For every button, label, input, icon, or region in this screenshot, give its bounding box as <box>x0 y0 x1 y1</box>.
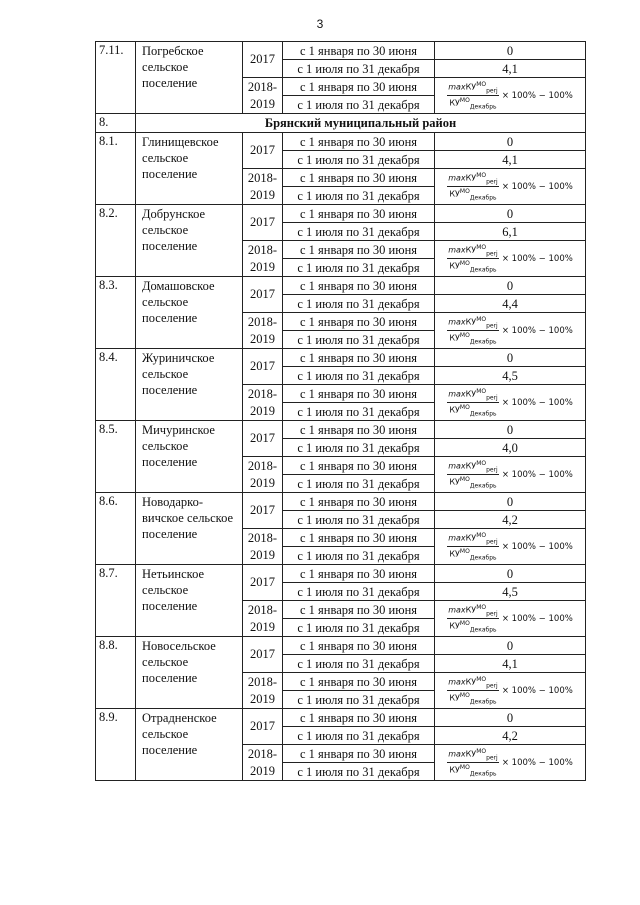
year-2018-2019: 2018-2019 <box>243 313 283 349</box>
table-row <box>96 133 586 151</box>
year-2017: 2017 <box>243 421 283 457</box>
period-second-half: с 1 июля по 31 декабря <box>283 475 435 493</box>
row-number: 8.3. <box>96 277 136 349</box>
period-second-half: с 1 июля по 31 декабря <box>283 439 435 457</box>
formula-fraction: $\frac{\max КУ^{МО}_{perj}}{КУ^{МО}_{Декабрь}}$ <box>448 243 498 274</box>
table-row <box>96 277 586 295</box>
index-second-half: 4,5 <box>435 367 586 385</box>
settlement-name: Нетьинское сельское поселение <box>136 565 243 637</box>
index-second-half: 4,4 <box>435 295 586 313</box>
period-second-half: с 1 июля по 31 декабря <box>283 96 435 114</box>
period-second-half: с 1 июля по 31 декабря <box>283 403 435 421</box>
row-number: 7.11. <box>96 42 136 114</box>
index-second-half: 6,1 <box>435 223 586 241</box>
year-2018-2019: 2018-2019 <box>243 385 283 421</box>
index-second-half: 4,5 <box>435 583 586 601</box>
table-row <box>96 42 586 60</box>
period-first-half: с 1 января по 30 июня <box>283 349 435 367</box>
settlement-name: Домашовское сельское поселение <box>136 277 243 349</box>
year-2018-2019: 2018-2019 <box>243 529 283 565</box>
growth-formula: $\frac{\max КУ^{МО}_{perj}}{КУ^{МО}_{Декабрь}}$ × 100% − 100% <box>435 673 586 709</box>
year-2018-2019: 2018-2019 <box>243 78 283 114</box>
period-first-half: с 1 января по 30 июня <box>283 565 435 583</box>
page-number: 3 <box>316 17 324 31</box>
settlement-name: Добрунское сельское поселение <box>136 205 243 277</box>
period-first-half: с 1 января по 30 июня <box>283 457 435 475</box>
settlement-name: Новодарко-вичское сельское поселение <box>136 493 243 565</box>
year-2017: 2017 <box>243 133 283 169</box>
period-second-half: с 1 июля по 31 декабря <box>283 727 435 745</box>
period-first-half: с 1 января по 30 июня <box>283 42 435 60</box>
row-number: 8.7. <box>96 565 136 637</box>
index-first-half: 0 <box>435 493 586 511</box>
growth-formula: $\frac{\max КУ^{МО}_{perj}}{КУ^{МО}_{Декабрь}}$ × 100% − 100% <box>435 385 586 421</box>
year-2018-2019: 2018-2019 <box>243 601 283 637</box>
period-first-half: с 1 января по 30 июня <box>283 709 435 727</box>
year-2017: 2017 <box>243 205 283 241</box>
row-number: 8.2. <box>96 205 136 277</box>
index-second-half: 4,2 <box>435 511 586 529</box>
index-second-half: 4,1 <box>435 60 586 78</box>
index-first-half: 0 <box>435 709 586 727</box>
period-first-half: с 1 января по 30 июня <box>283 745 435 763</box>
period-second-half: с 1 июля по 31 декабря <box>283 547 435 565</box>
year-2018-2019: 2018-2019 <box>243 241 283 277</box>
period-first-half: с 1 января по 30 июня <box>283 673 435 691</box>
growth-formula: $\frac{\max КУ^{МО}_{perj}}{КУ^{МО}_{Декабрь}}$ × 100% − 100% <box>435 241 586 277</box>
year-2017: 2017 <box>243 493 283 529</box>
table-row <box>96 565 586 583</box>
period-second-half: с 1 июля по 31 декабря <box>283 367 435 385</box>
table-row <box>96 349 586 367</box>
table-row <box>96 637 586 655</box>
year-2017: 2017 <box>243 349 283 385</box>
period-first-half: с 1 января по 30 июня <box>283 133 435 151</box>
settlement-name: Журиничское сельское поселение <box>136 349 243 421</box>
row-number: 8.5. <box>96 421 136 493</box>
row-number: 8.4. <box>96 349 136 421</box>
period-second-half: с 1 июля по 31 декабря <box>283 511 435 529</box>
period-first-half: с 1 января по 30 июня <box>283 277 435 295</box>
year-2018-2019: 2018-2019 <box>243 169 283 205</box>
formula-fraction: $\frac{\max КУ^{МО}_{perj}}{КУ^{МО}_{Декабрь}}$ <box>448 315 498 346</box>
index-first-half: 0 <box>435 133 586 151</box>
period-first-half: с 1 января по 30 июня <box>283 637 435 655</box>
table-row <box>96 709 586 727</box>
growth-formula: $\frac{\max КУ^{МО}_{perj}}{КУ^{МО}_{Декабрь}}$ × 100% − 100% <box>435 313 586 349</box>
formula-fraction: $\frac{\max КУ^{МО}_{perj}}{КУ^{МО}_{Декабрь}}$ <box>448 603 498 634</box>
index-first-half: 0 <box>435 421 586 439</box>
index-first-half: 0 <box>435 277 586 295</box>
table-row <box>96 493 586 511</box>
period-second-half: с 1 июля по 31 декабря <box>283 655 435 673</box>
district-name: Брянский муниципальный район <box>136 114 586 133</box>
growth-formula: $\frac{\max КУ^{МО}_{perj}}{КУ^{МО}_{Декабрь}}$ × 100% − 100% <box>435 457 586 493</box>
row-number: 8. <box>96 114 136 133</box>
formula-fraction: $\frac{\max КУ^{МО}_{perj}}{КУ^{МО}_{Декабрь}}$ <box>448 675 498 706</box>
tariff-table <box>95 41 586 781</box>
period-first-half: с 1 января по 30 июня <box>283 205 435 223</box>
index-first-half: 0 <box>435 637 586 655</box>
settlement-name: Новосельское сельское поселение <box>136 637 243 709</box>
row-number: 8.6. <box>96 493 136 565</box>
period-first-half: с 1 января по 30 июня <box>283 493 435 511</box>
period-second-half: с 1 июля по 31 декабря <box>283 295 435 313</box>
period-first-half: с 1 января по 30 июня <box>283 241 435 259</box>
year-2017: 2017 <box>243 565 283 601</box>
period-second-half: с 1 июля по 31 декабря <box>283 619 435 637</box>
period-second-half: с 1 июля по 31 декабря <box>283 763 435 781</box>
index-first-half: 0 <box>435 205 586 223</box>
formula-fraction: $\frac{\max КУ^{МО}_{perj}}{КУ^{МО}_{Декабрь}}$ <box>448 80 498 111</box>
table-row <box>96 421 586 439</box>
period-first-half: с 1 января по 30 июня <box>283 421 435 439</box>
index-first-half: 0 <box>435 565 586 583</box>
period-second-half: с 1 июля по 31 декабря <box>283 583 435 601</box>
formula-fraction: $\frac{\max КУ^{МО}_{perj}}{КУ^{МО}_{Декабрь}}$ <box>448 459 498 490</box>
period-first-half: с 1 января по 30 июня <box>283 169 435 187</box>
settlement-name: Мичуринское сельское поселение <box>136 421 243 493</box>
period-first-half: с 1 января по 30 июня <box>283 78 435 96</box>
year-2017: 2017 <box>243 277 283 313</box>
growth-formula: $\frac{\max КУ^{МО}_{perj}}{КУ^{МО}_{Декабрь}}$ × 100% − 100% <box>435 529 586 565</box>
index-first-half: 0 <box>435 349 586 367</box>
period-second-half: с 1 июля по 31 декабря <box>283 60 435 78</box>
formula-fraction: $\frac{\max КУ^{МО}_{perj}}{КУ^{МО}_{Декабрь}}$ <box>448 531 498 562</box>
growth-formula: $\frac{\max КУ^{МО}_{perj}}{КУ^{МО}_{Декабрь}}$ × 100% − 100% <box>435 169 586 205</box>
row-number: 8.9. <box>96 709 136 781</box>
settlement-name: Погребское сельское поселение <box>136 42 243 114</box>
period-first-half: с 1 января по 30 июня <box>283 601 435 619</box>
table-row <box>96 205 586 223</box>
formula-fraction: $\frac{\max КУ^{МО}_{perj}}{КУ^{МО}_{Декабрь}}$ <box>448 387 498 418</box>
period-first-half: с 1 января по 30 июня <box>283 313 435 331</box>
period-second-half: с 1 июля по 31 декабря <box>283 187 435 205</box>
year-2017: 2017 <box>243 637 283 673</box>
growth-formula: $\frac{\max КУ^{МО}_{perj}}{КУ^{МО}_{Декабрь}}$ × 100% − 100% <box>435 78 586 114</box>
year-2018-2019: 2018-2019 <box>243 745 283 781</box>
period-second-half: с 1 июля по 31 декабря <box>283 691 435 709</box>
period-first-half: с 1 января по 30 июня <box>283 385 435 403</box>
formula-fraction: $\frac{\max КУ^{МО}_{perj}}{КУ^{МО}_{Декабрь}}$ <box>448 747 498 778</box>
settlement-name: Отрадненское сельское поселение <box>136 709 243 781</box>
row-number: 8.8. <box>96 637 136 709</box>
index-second-half: 4,2 <box>435 727 586 745</box>
growth-formula: $\frac{\max КУ^{МО}_{perj}}{КУ^{МО}_{Декабрь}}$ × 100% − 100% <box>435 601 586 637</box>
growth-formula: $\frac{\max КУ^{МО}_{perj}}{КУ^{МО}_{Декабрь}}$ × 100% − 100% <box>435 745 586 781</box>
period-second-half: с 1 июля по 31 декабря <box>283 259 435 277</box>
period-first-half: с 1 января по 30 июня <box>283 529 435 547</box>
row-number: 8.1. <box>96 133 136 205</box>
index-second-half: 4,0 <box>435 439 586 457</box>
period-second-half: с 1 июля по 31 декабря <box>283 331 435 349</box>
year-2017: 2017 <box>243 709 283 745</box>
index-first-half: 0 <box>435 42 586 60</box>
settlement-name: Глинищевское сельское поселение <box>136 133 243 205</box>
year-2018-2019: 2018-2019 <box>243 457 283 493</box>
period-second-half: с 1 июля по 31 декабря <box>283 151 435 169</box>
index-second-half: 4,1 <box>435 151 586 169</box>
district-row <box>96 114 586 133</box>
year-2018-2019: 2018-2019 <box>243 673 283 709</box>
index-second-half: 4,1 <box>435 655 586 673</box>
period-second-half: с 1 июля по 31 декабря <box>283 223 435 241</box>
year-2017: 2017 <box>243 42 283 78</box>
formula-fraction: $\frac{\max КУ^{МО}_{perj}}{КУ^{МО}_{Декабрь}}$ <box>448 171 498 202</box>
